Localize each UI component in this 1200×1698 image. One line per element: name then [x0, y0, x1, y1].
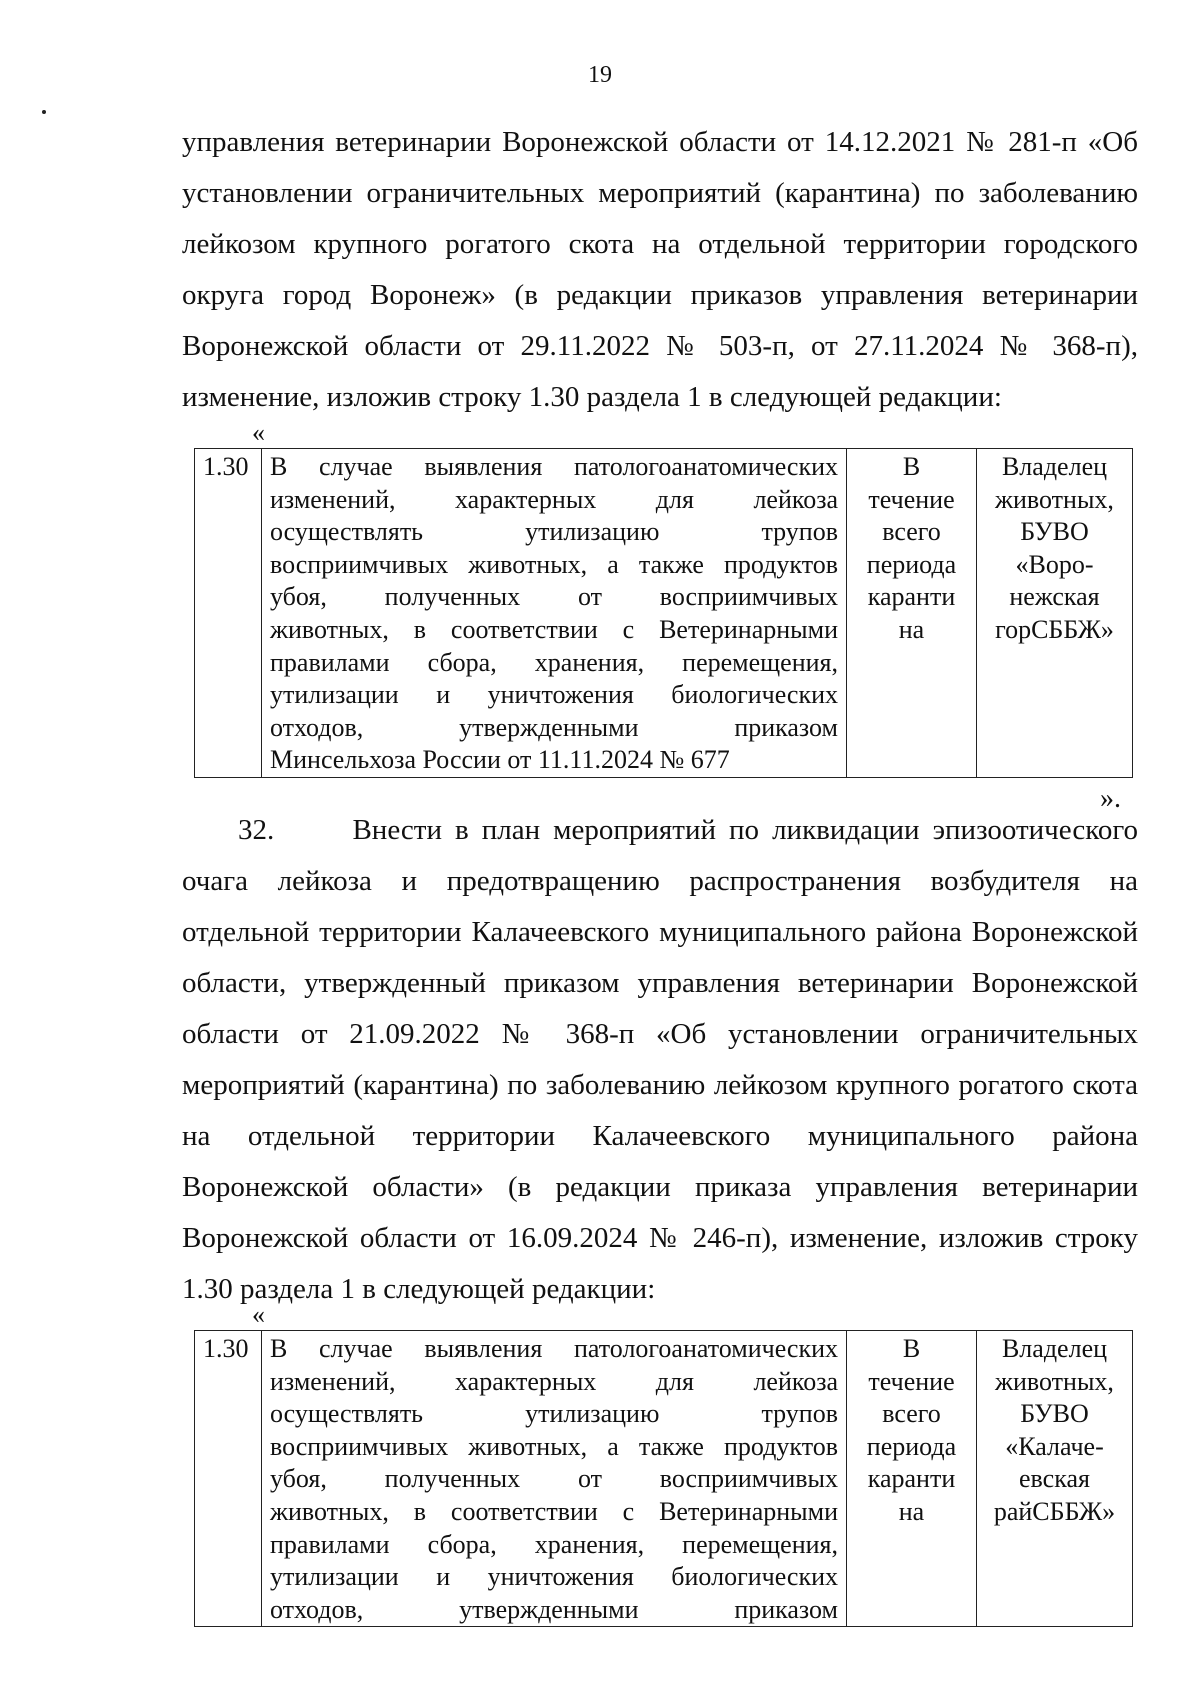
- term-line: В: [902, 1334, 921, 1363]
- paragraph-intro: управления ветеринарии Воронежской области от 14.12.2021 № 281-п «Об установлении ограничительных мероприятий (карантина) по заболеванию лейкозом крупного рогатого скота на отдельной территории городского округа город Воронеж» (в редакции приказов управления ветеринарии Воронежской области от 29.11.2022 № 503-п, от 27.11.2024 № 368-п), изменение, изложив строку 1.30 раздела 1 в следующей редакции:: [182, 126, 1138, 413]
- scan-speck: [42, 110, 46, 114]
- text-line: восприимчивых животных, а также продуктов: [270, 1431, 838, 1461]
- text-line: изменений, характерных для лейкоза: [270, 484, 838, 514]
- text-line: утилизации и уничтожения биологических: [270, 1562, 838, 1592]
- responsible-line: Владелец: [1001, 452, 1108, 481]
- text-line: В случае выявления патологоанатомических: [270, 1334, 838, 1363]
- responsible-line: «Воро-: [1015, 549, 1094, 579]
- responsible-line: евская: [1019, 1464, 1090, 1494]
- term-line: течение: [868, 1366, 955, 1396]
- term-line: на: [898, 614, 925, 644]
- responsible-line: животных,: [995, 1366, 1114, 1396]
- paragraph-32-text: Внести в план мероприятий по ликвидации эпизоотического очага лейкоза и предотвращению распространения возбудителя на отдельной территории Калачеевского муниципального района Воронежской области, утвержденный приказом управления ветеринарии Воронежской области от 21.09.2022 № 368-п «Об установлении ограничительных мероприятий (карантина) по заболеванию лейкозом крупного рогатого скота на отдельной территории Калачеевского муниципального района Воронежской области» (в редакции приказа управления ветеринарии Воронежской области от 16.09.2024 № 246-п), изменение, изложив строку 1.30 раздела 1 в следующей редакции:: [182, 814, 1139, 1305]
- term-line: течение: [868, 484, 955, 514]
- responsible-line: горСББЖ»: [995, 614, 1114, 644]
- text-line: правилами сбора, хранения, перемещения,: [270, 647, 838, 677]
- quote-close-1: ».: [1100, 783, 1121, 814]
- text-line: животных, в соответствии с Ветеринарными: [270, 614, 838, 644]
- term-line: каранти: [867, 1464, 956, 1494]
- term-line: каранти: [867, 582, 956, 612]
- text-line: В случае выявления патологоанатомических: [270, 452, 838, 481]
- term-line: на: [898, 1496, 925, 1526]
- term-line: В: [902, 452, 921, 481]
- term-cell: [847, 1331, 977, 1627]
- amendment-table-1: [194, 448, 1133, 778]
- page-number: 19: [588, 62, 612, 88]
- term-cell: [847, 449, 977, 778]
- text-line: Минсельхоза России от 11.11.2024 № 677: [270, 745, 730, 775]
- term-line: периода: [866, 549, 957, 579]
- responsible-line: БУВО: [1020, 1399, 1089, 1429]
- term-line: периода: [866, 1431, 957, 1461]
- text-line: отходов, утвержденными приказом: [270, 712, 838, 742]
- text-line: изменений, характерных для лейкоза: [270, 1366, 838, 1396]
- quote-open-2: «: [252, 1300, 265, 1329]
- amendment-table-2: [194, 1330, 1133, 1627]
- text-line: отходов, утвержденными приказом: [270, 1594, 838, 1624]
- table-row: [195, 449, 1133, 778]
- text-line: осуществлять утилизацию трупов: [270, 1399, 838, 1429]
- text-line: животных, в соответствии с Ветеринарными: [270, 1496, 838, 1526]
- responsible-cell: [977, 449, 1133, 778]
- responsible-line: Владелец: [1001, 1334, 1108, 1363]
- responsible-line: «Калаче-: [1005, 1431, 1104, 1461]
- text-line: утилизации и уничтожения биологических: [270, 680, 838, 710]
- quote-open-1: «: [252, 418, 265, 447]
- row-number: 1.30: [195, 1331, 262, 1627]
- text-line: убоя, полученных от восприимчивых: [270, 582, 838, 612]
- responsible-cell: [977, 1331, 1133, 1627]
- row-number: 1.30: [195, 449, 262, 778]
- term-line: всего: [882, 1399, 941, 1429]
- paragraph-32: [182, 805, 1138, 1315]
- paragraph-number: 32.: [238, 814, 275, 846]
- responsible-line: животных,: [995, 484, 1114, 514]
- responsible-line: нежская: [1009, 582, 1100, 612]
- text-line: правилами сбора, хранения, перемещения,: [270, 1529, 838, 1559]
- term-line: всего: [882, 517, 941, 547]
- measure-text: [262, 449, 847, 778]
- text-line: убоя, полученных от восприимчивых: [270, 1464, 838, 1494]
- text-line: осуществлять утилизацию трупов: [270, 517, 838, 547]
- measure-text: [262, 1331, 847, 1627]
- responsible-line: БУВО: [1020, 517, 1089, 547]
- responsible-line: райСББЖ»: [993, 1496, 1116, 1526]
- table-row: [195, 1331, 1133, 1627]
- text-line: восприимчивых животных, а также продуктов: [270, 549, 838, 579]
